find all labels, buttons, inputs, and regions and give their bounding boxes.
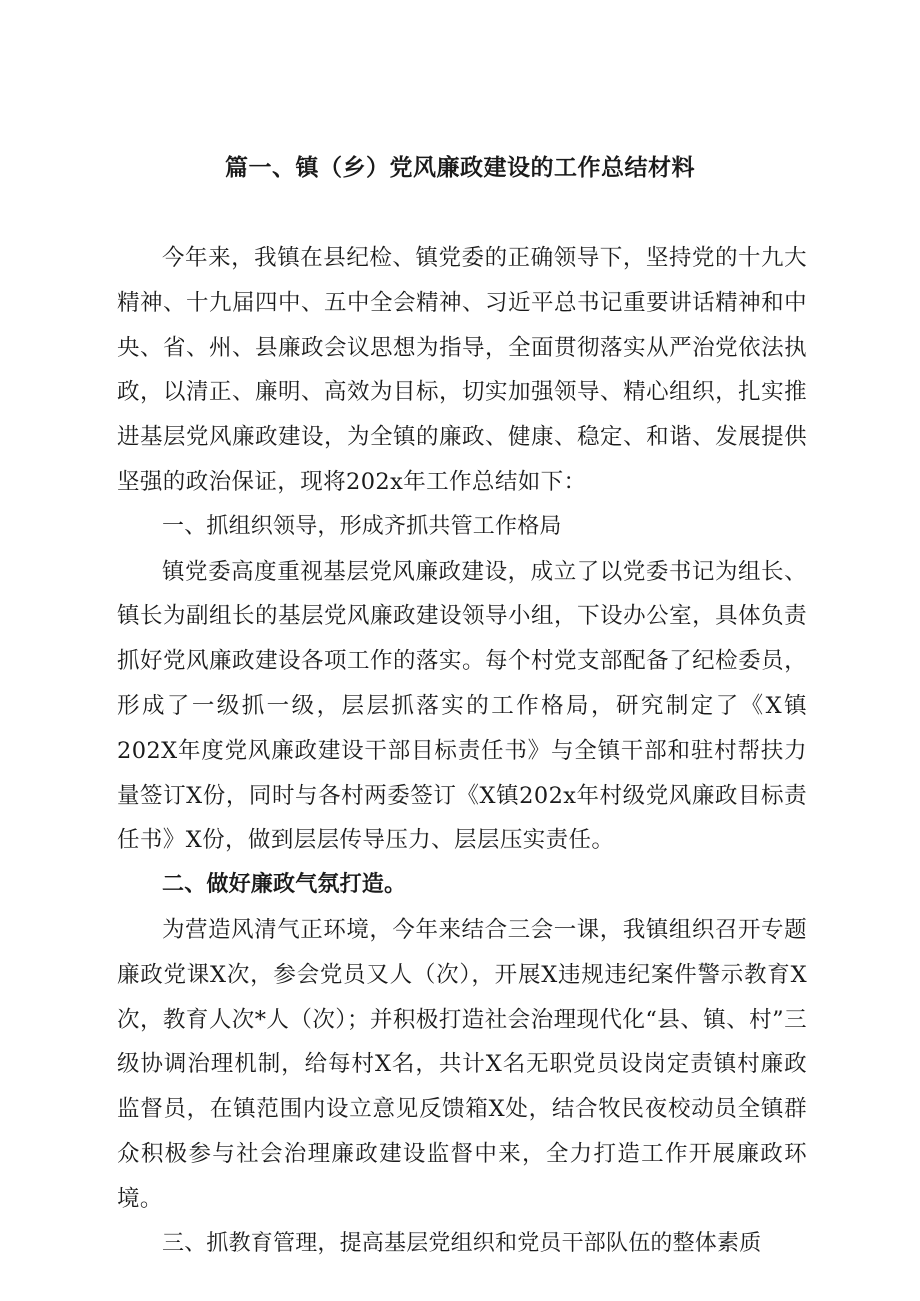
section-heading-2: 二、做好廉政气氛打造。	[162, 872, 407, 898]
document-title: 篇一、镇（乡）党风廉政建设的工作总结材料	[225, 155, 695, 181]
section-heading-3: 三、抓教育管理，提高基层党组织和党员干部队伍的整体素质	[162, 1230, 762, 1256]
intro-paragraph: 今年来，我镇在县纪检、镇党委的正确领导下，坚持党的十九大精神、十九届四中、五中全会精神、习近平总书记重要讲话精神和中央、省、州、县廉政会议思想为指导，全面贯彻落实从严治党依法执政，以清正、廉明、高效为目标，切实加强领导、精心组织，扎实推进基层党风廉政建设，为全镇的廉政、健康、稳定、和谐、发展提供坚强的政治保证，现将202x年工作总结如下：	[117, 245, 807, 495]
section-paragraph-2: 为营造风清气正环境，今年来结合三会一课，我镇组织召开专题廉政党课X次，参会党员又人（次），开展X违规违纪案件警示教育X次，教育人次*人（次）；并积极打造社会治理现代化“县、镇、村”三级协调治理机制，给每村X名，共计X名无职党员设岗定责镇村廉政监督员，在镇范围内设立意见反馈箱X处，结合牧民夜校动员全镇群众积极参与社会治理廉政建设监督中来，全力打造工作开展廉政环境。	[117, 916, 807, 1212]
section-paragraph-1: 镇党委高度重视基层党风廉政建设，成立了以党委书记为组长、镇长为副组长的基层党风廉政建设领导小组，下设办公室，具体负责抓好党风廉政建设各项工作的落实。每个村党支部配备了纪检委员，形成了一级抓一级，层层抓落实的工作格局，研究制定了《X镇202X年度党风廉政建设干部目标责任书》与全镇干部和驻村帮扶力量签订X份，同时与各村两委签订《X镇202x年村级党风廉政目标责任书》X份，做到层层传导压力、层层压实责任。	[117, 558, 807, 854]
section-heading-1: 一、抓组织领导，形成齐抓共管工作格局	[162, 513, 562, 539]
document-body	[117, 236, 807, 1266]
